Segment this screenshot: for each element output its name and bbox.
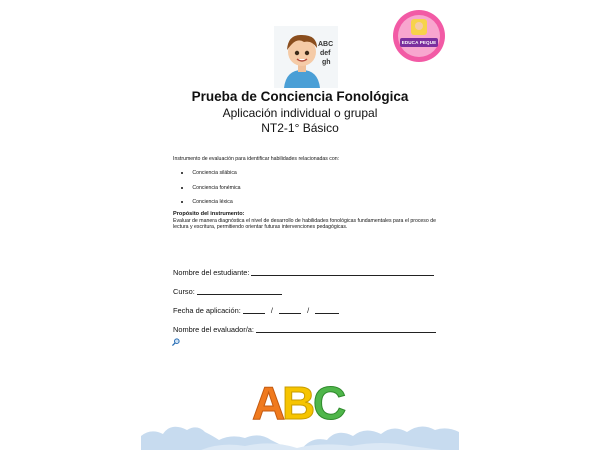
list-item — [181, 166, 241, 181]
clouds-decoration — [141, 406, 459, 450]
skill-label: Conciencia léxica — [192, 199, 233, 206]
skills-list — [181, 166, 241, 210]
skill-label: Conciencia silábica — [192, 170, 237, 177]
evaluator-name-line[interactable] — [256, 325, 436, 333]
book-letters-line-3: gh — [322, 59, 331, 66]
purpose-text: Evaluar de manera diagnóstica el nivel de desarrollo de habilidades fonológicas fundamentales para el proceso de lectura y escritura, permitiendo orientar futuras intervenciones pedagógicas. — [173, 218, 437, 231]
book-letters-line-1: ABC — [318, 41, 334, 48]
skill-label: Conciencia fonémica — [192, 184, 241, 191]
page-title: Prueba de Conciencia Fonológica — [191, 89, 409, 104]
grade-level: NT2-1° Básico — [261, 121, 339, 135]
date-separator: / — [307, 306, 310, 315]
evaluator-name-field — [173, 325, 436, 334]
educa-peque-logo — [392, 9, 446, 63]
boy-with-letters-icon — [274, 26, 338, 88]
logo-text: EDUCA PEQUE — [401, 40, 437, 45]
date-day-line[interactable] — [243, 306, 265, 314]
student-name-line[interactable] — [251, 268, 434, 276]
course-field — [173, 287, 282, 296]
book-letters-line-2: def — [320, 50, 331, 57]
date-field — [173, 306, 339, 315]
letter-a: A — [252, 377, 286, 425]
bullet-icon — [181, 201, 183, 203]
evaluator-name-label: Nombre del evaluador/a: — [173, 325, 254, 334]
course-line[interactable] — [197, 287, 282, 295]
date-label: Fecha de aplicación: — [173, 306, 241, 315]
magnifier-icon — [172, 338, 180, 346]
list-item — [181, 195, 241, 210]
intro-text: Instrumento de evaluación para identificar habilidades relacionadas con: — [173, 156, 340, 162]
bullet-icon — [181, 172, 183, 174]
document-page — [141, 0, 459, 450]
purpose-heading: Propósito del instrumento: — [173, 211, 245, 217]
list-item — [181, 181, 241, 196]
student-name-field — [173, 268, 434, 277]
date-month-line[interactable] — [279, 306, 301, 314]
course-label: Curso: — [173, 287, 195, 296]
letter-b: B — [282, 377, 316, 425]
date-year-line[interactable] — [315, 306, 339, 314]
date-separator: / — [270, 306, 273, 315]
bullet-icon — [181, 187, 183, 189]
page-subtitle: Aplicación individual o grupal — [222, 106, 378, 120]
student-name-label: Nombre del estudiante: — [173, 268, 250, 277]
letter-c: C — [313, 377, 347, 425]
